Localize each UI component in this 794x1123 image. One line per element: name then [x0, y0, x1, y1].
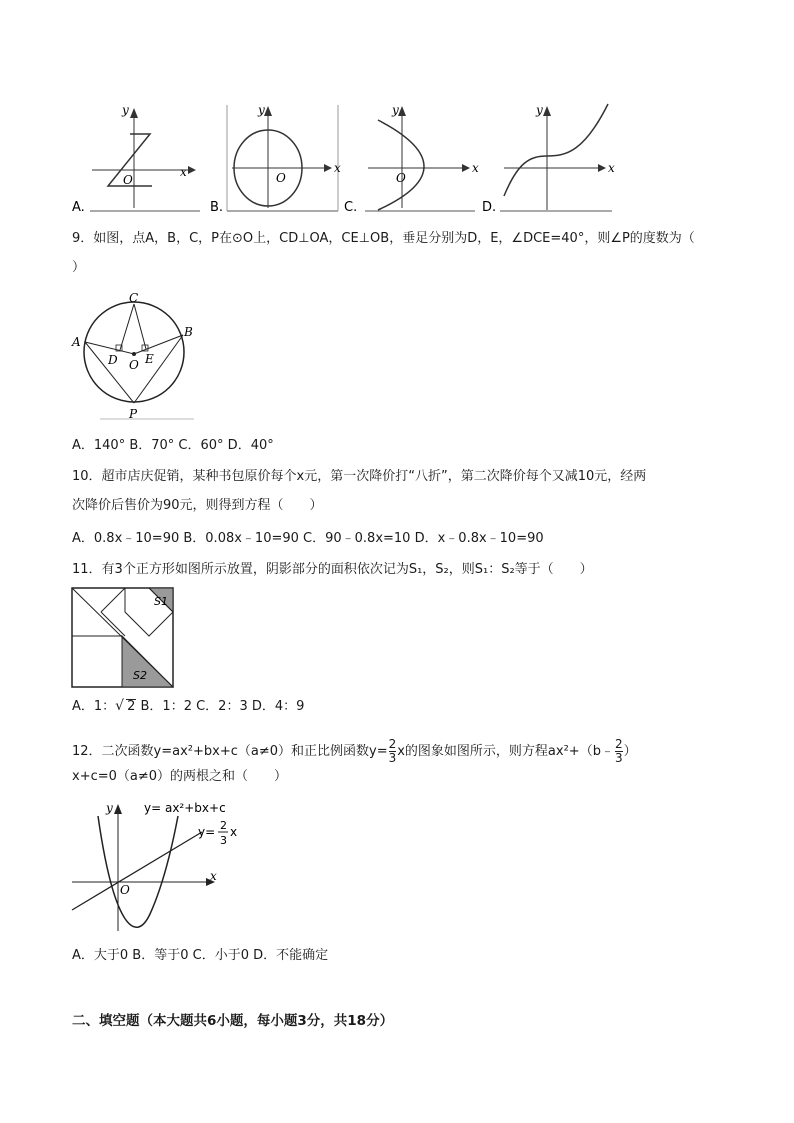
label-s1: S1 — [154, 595, 168, 608]
q12-stem-line2: x+c=0（a≠0）的两根之和（ ） — [72, 769, 288, 784]
fraction — [389, 738, 397, 765]
q8-graph-d — [504, 103, 615, 210]
q9-choices: A．140° B．70° C．60° D．40° — [72, 438, 274, 453]
line-label-suffix: x — [230, 825, 238, 839]
line-label-prefix: y= — [198, 825, 216, 839]
q8-graphs-svg — [72, 100, 617, 215]
q12-stem-line1 — [72, 738, 637, 766]
axis-x-label: x — [472, 161, 479, 175]
label-c: C — [129, 291, 139, 305]
q9-stem-line1: 9．如图，点A，B，C，P在⊙O上，CD⊥OA，CE⊥OB，垂足分别为D，E，∠DCE=40°，则∠P的度数为（ — [72, 231, 695, 246]
axis-x-label: x — [334, 161, 341, 175]
axis-x-label: x — [210, 869, 217, 883]
line-label-frac-num: 2 — [220, 819, 227, 832]
q8-option-b: B. — [210, 200, 224, 215]
axis-x-label: x — [180, 165, 187, 179]
q8-graph-a — [92, 103, 196, 208]
frac-denominator: 3 — [388, 751, 397, 765]
label-d: D — [108, 353, 118, 367]
parabola-label: y= ax²+bx+c — [144, 801, 226, 815]
q8-graph-b — [232, 103, 341, 208]
q11-choices — [72, 697, 304, 716]
frac-denominator: 3 — [614, 751, 623, 765]
axis-y-label: y — [258, 103, 265, 117]
q9-stem-line2: ） — [72, 260, 86, 275]
fraction — [615, 738, 623, 765]
q12-stem-part1: 12．二次函数y=ax²+bx+c（a≠0）和正比例函数y= — [72, 744, 388, 759]
q8-option-d: D. — [482, 200, 497, 215]
axis-y-label: y — [106, 801, 113, 815]
q8-option-c: C. — [344, 200, 358, 215]
axis-y-label: y — [122, 103, 129, 117]
line-label-frac-den: 3 — [220, 834, 227, 847]
q8-graph-c — [368, 103, 479, 210]
label-a: A — [72, 335, 81, 349]
axis-y-label: y — [536, 103, 543, 117]
q12-choices: A．大于0 B．等于0 C．小于0 D．不能确定 — [72, 948, 329, 963]
label-s2: S2 — [133, 669, 147, 682]
sqrt-sign: √ — [115, 698, 125, 714]
label-p: P — [129, 407, 138, 420]
q9-figure-svg — [70, 290, 200, 420]
origin-label: O — [396, 171, 406, 185]
q11-figure — [71, 587, 175, 689]
q11-choice-a-radicand: 2 — [127, 699, 136, 714]
axis-y-label: y — [392, 103, 399, 117]
q11-choices-rest: B．1：2 C．2：3 D．4：9 — [136, 699, 305, 714]
q8-graphs — [72, 100, 617, 215]
q12-stem-part3: ） — [623, 744, 637, 759]
origin-label: O — [276, 171, 286, 185]
origin-label: O — [123, 173, 133, 187]
q12-graph — [70, 798, 250, 933]
origin-label: O — [120, 883, 130, 897]
q12-stem-part2: x的图象如图所示，则方程ax²+（b﹣ — [397, 744, 614, 759]
q9-figure — [70, 290, 200, 420]
frac-numerator: 2 — [388, 737, 397, 751]
q11-stem: 11．有3个正方形如图所示放置，阴影部分的面积依次记为S₁，S₂，则S₁：S₂等于（ ） — [72, 562, 593, 577]
q8-option-a: A. — [72, 200, 85, 215]
label-e: E — [145, 352, 154, 366]
q11-figure-svg — [71, 587, 175, 689]
label-o: O — [129, 358, 139, 372]
q10-choices: A．0.8x﹣10=90 B．0.08x﹣10=90 C．90﹣0.8x=10 D．x﹣0.8x﹣10=90 — [72, 531, 544, 546]
q11-choice-a-prefix: A．1： — [72, 699, 116, 714]
axis-x-label: x — [608, 161, 615, 175]
q10-stem-line2: 次降价后售价为90元，则得到方程（ ） — [72, 498, 323, 513]
q12-graph-svg — [70, 798, 250, 933]
frac-numerator: 2 — [614, 737, 623, 751]
section-title: 二、填空题（本大题共6小题，每小题3分，共18分） — [72, 1013, 394, 1029]
q10-stem-line1: 10．超市店庆促销，某种书包原价每个x元，第一次降价打“八折”，第二次降价每个又减10元，经两 — [72, 469, 647, 484]
label-b: B — [184, 325, 193, 339]
